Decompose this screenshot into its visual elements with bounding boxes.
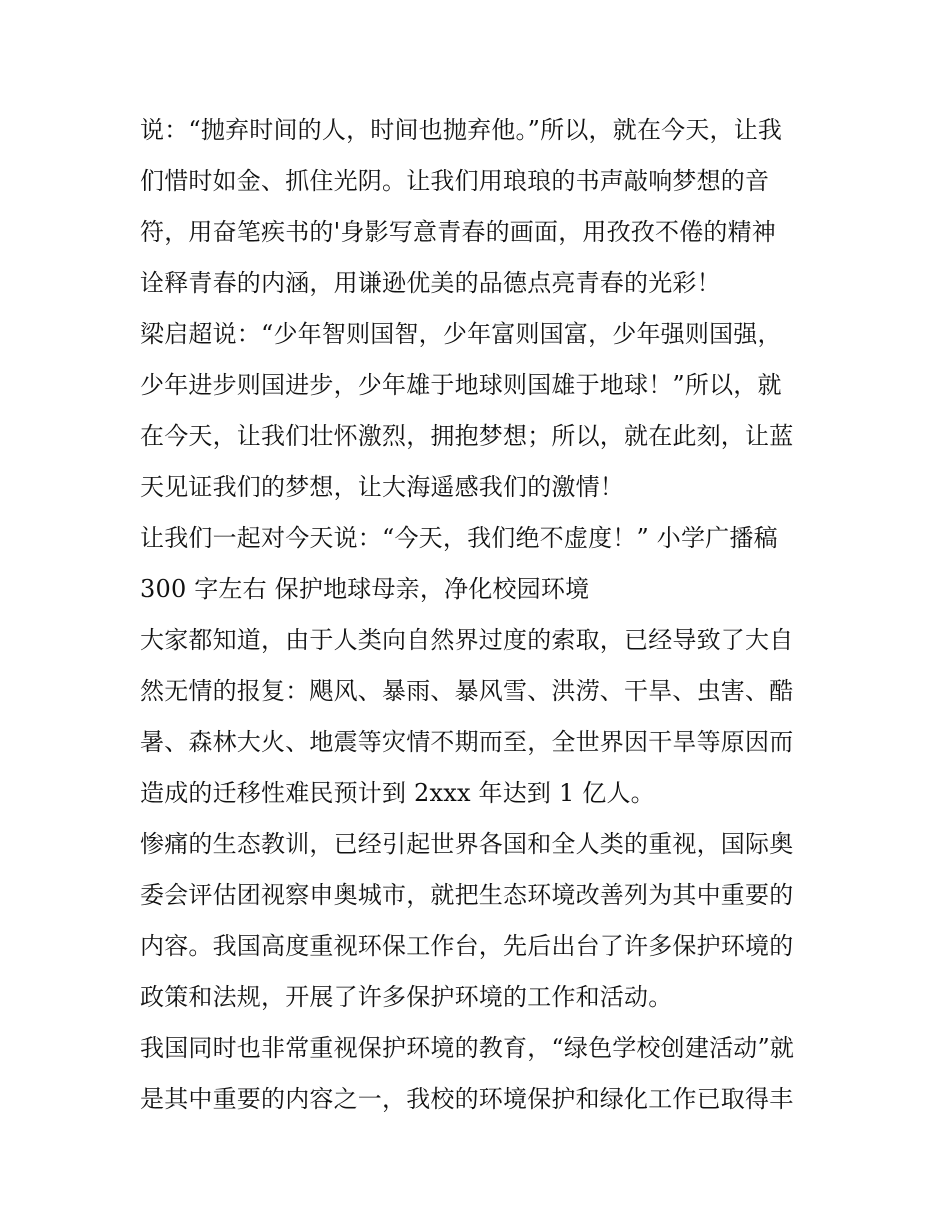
text-line: 少年进步则国进步，少年雄于地球则国雄于地球！”所以，就 [140, 371, 782, 399]
text-line: 诠释青春的内涵，用谦逊优美的品德点亮青春的光彩！ [140, 269, 721, 297]
text-line: 然无情的报复：飓风、暴雨、暴风雪、洪涝、干旱、虫害、酷 [140, 677, 794, 705]
text-line: 政策和法规，开展了许多保护环境的工作和活动。 [140, 983, 673, 1011]
text-line: 我国同时也非常重视保护环境的教育，“绿色学校创建活动”就 [140, 1034, 795, 1062]
text-line: 天见证我们的梦想，让大海遥感我们的激情！ [140, 473, 624, 501]
text-line: 梁启超说：“少年智则国智，少年富则国富，少年强则国强， [140, 320, 782, 348]
text-line: 委会评估团视察申奥城市，就把生态环境改善列为其中重要的 [140, 881, 794, 909]
text-line: 300 字左右 保护地球母亲，净化校园环境 [140, 575, 590, 603]
text-line: 暑、森林大火、地震等灾情不期而至，全世界因干旱等原因而 [140, 728, 794, 756]
text-line: 是其中重要的内容之一，我校的环境保护和绿化工作已取得丰 [140, 1085, 794, 1113]
text-line: 说：“抛弃时间的人，时间也抛弃他。”所以，就在今天，让我 [140, 116, 783, 144]
text-line: 大家都知道，由于人类向自然界过度的索取，已经导致了大自 [140, 626, 794, 654]
text-line: 符，用奋笔疾书的'身影写意青春的画面，用孜孜不倦的精神 [140, 218, 776, 246]
text-line: 内容。我国高度重视环保工作台，先后出台了许多保护环境的 [140, 932, 794, 960]
document-text [140, 105, 820, 1125]
text-line: 在今天，让我们壮怀激烈，拥抱梦想；所以，就在此刻，让蓝 [140, 422, 794, 450]
text-line: 让我们一起对今天说：“今天，我们绝不虚度！” 小学广播稿 [140, 524, 778, 552]
text-line: 惨痛的生态教训，已经引起世界各国和全人类的重视，国际奥 [140, 830, 794, 858]
text-line: 们惜时如金、抓住光阴。让我们用琅琅的书声敲响梦想的音 [140, 167, 770, 195]
text-line: 造成的迁移性难民预计到 2xxx 年达到 1 亿人。 [140, 779, 655, 807]
